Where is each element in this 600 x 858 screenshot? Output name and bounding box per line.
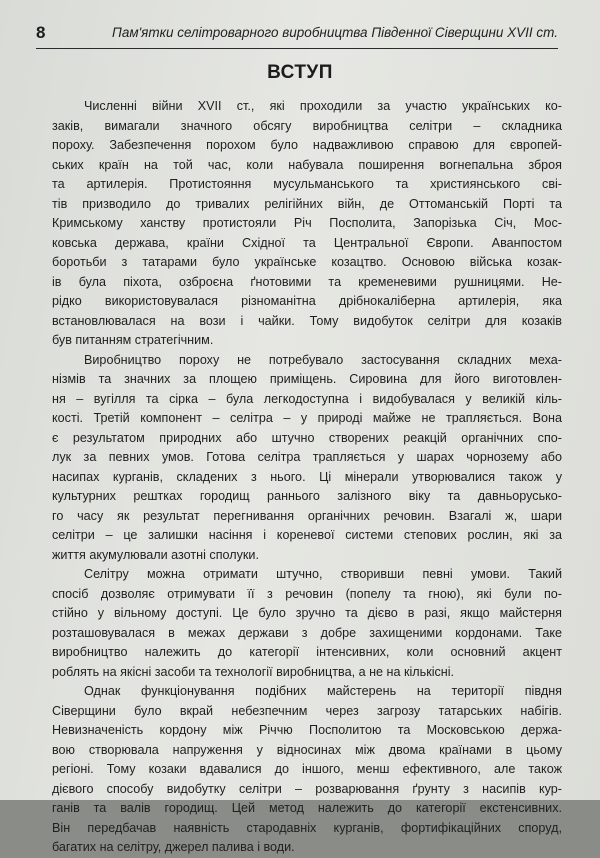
text-line: го часу як результат перегнивання органічних речовин. Взагалі ж, шари (52, 508, 562, 523)
text-line: насипах курганів, складених з нього. Ці мінерали утворювалися також у (52, 469, 562, 484)
text-line: спосіб дозволяє отримувати її з речовин (попелу та гною), які були по- (52, 586, 562, 601)
paragraph (52, 565, 562, 682)
text-line: ковська держава, країни Східної та Центральної Європи. Аванпостом (52, 235, 562, 250)
text-line: Кримському ханству протистояли Річ Посполита, Запорізька Січ, Мос- (52, 216, 562, 230)
text-line: роблять на якісні засоби та технології виробництва, а не на кількісні. (52, 664, 455, 679)
text-line: ня – вугілля та сірка – була легкодоступна і видобувалася у великій кіль- (52, 391, 562, 406)
text-line: багатих на селітру, джерел палива і води. (52, 840, 295, 854)
text-line: Однак функціонування подібних майстерень на території півдня (84, 684, 562, 698)
text-line: виробництво належить до категорії інтенсивних, коли основний акцент (52, 645, 562, 659)
text-line: заків, вимагали значного обсягу виробництва селітри – складника (52, 118, 562, 133)
text-line: дієвого способу видобутку селітри – розварювання ґрунту з насипів кур- (52, 781, 562, 796)
paragraph (52, 97, 562, 351)
page-number: 8 (36, 23, 46, 42)
paragraph (52, 682, 562, 858)
text-line: ів була піхота, озброєна ґнотовими та кременевими рушницями. Не- (52, 274, 562, 289)
running-title: Пам'ятки селітроварного виробництва Південної Сіверщини XVII ст. (112, 25, 558, 40)
text-line: стійно у вільному доступі. Це було зручно та дієво в разі, якщо майстерня (52, 606, 562, 620)
text-line: Він передбачав наявність стародавніх курганів, фортифікаційних споруд, (52, 820, 562, 835)
text-line: розташовувалася в межах держави з добре захищеними кордонами. Таке (52, 625, 562, 640)
text-line: ських країн на той час, коли набувала поширення вогнепальна зброя (52, 157, 562, 172)
text-line: нізмів та значних за площею приміщень. Сировина для його виготовлен- (52, 372, 562, 386)
text-line: був питанням стратегічним. (52, 333, 214, 347)
paragraph (52, 351, 562, 566)
text-line: боротьби з татарами було українське козацтво. Основою війська козак- (52, 255, 562, 269)
text-line: кості. Третій компонент – селітра – у природі майже не трапляється. Вона (52, 411, 562, 425)
text-line: та артилерія. Протистояння мусульманського та християнського сві- (52, 177, 562, 191)
text-line: Виробництво пороху не потребувало застосування складних меха- (84, 352, 562, 367)
text-line: пороху. Забезпечення порохом було надважливою справою для європей- (52, 138, 562, 152)
section-title: ВСТУП (267, 62, 333, 83)
text-line: встановлювалася на вози і чайки. Тому видобуток селітри для козаків (52, 313, 562, 328)
page-header (36, 22, 558, 49)
text-line: регіоні. Тому козаки вдавалися до іншого, менш ефективного, але також (52, 762, 562, 776)
body-text (52, 97, 562, 858)
text-line: рідко використовувалася різноманітна дрібнокаліберна артилерія, яка (52, 294, 562, 308)
text-line: життя акумулювали азотні сполуки. (52, 547, 259, 562)
text-line: вою створювала напруження у відносинах між двома країнами в цьому (52, 742, 562, 757)
text-line: Невизначеність кордону між Річчю Посполитою та Московською держа- (52, 723, 562, 737)
text-line: тів призводило до тривалих релігійних війн, де Оттоманській Порті та (52, 196, 562, 211)
text-line: Сіверщини було вкрай небезпечним через загрозу татарських набігів. (52, 703, 562, 718)
text-line: лук за певних умов. Готова селітра трапляється у шарах чорнозему або (52, 450, 562, 464)
text-line: Селітру можна отримати штучно, створивши певні умови. Такий (84, 567, 562, 581)
text-line: Численні війни XVII ст., які проходили за участю українських ко- (84, 99, 562, 113)
text-line: селітри – це залишки насіння і кореневої системи степових рослин, які за (52, 528, 562, 542)
text-line: ганів та валів городищ. Цей метод належить до категорії екстенсивних. (52, 801, 562, 815)
text-line: культурних рештках городищ раннього залізного віку та давньорусько- (52, 489, 562, 503)
text-line: є результатом природних або штучно створених реакцій органічних спо- (52, 430, 562, 445)
